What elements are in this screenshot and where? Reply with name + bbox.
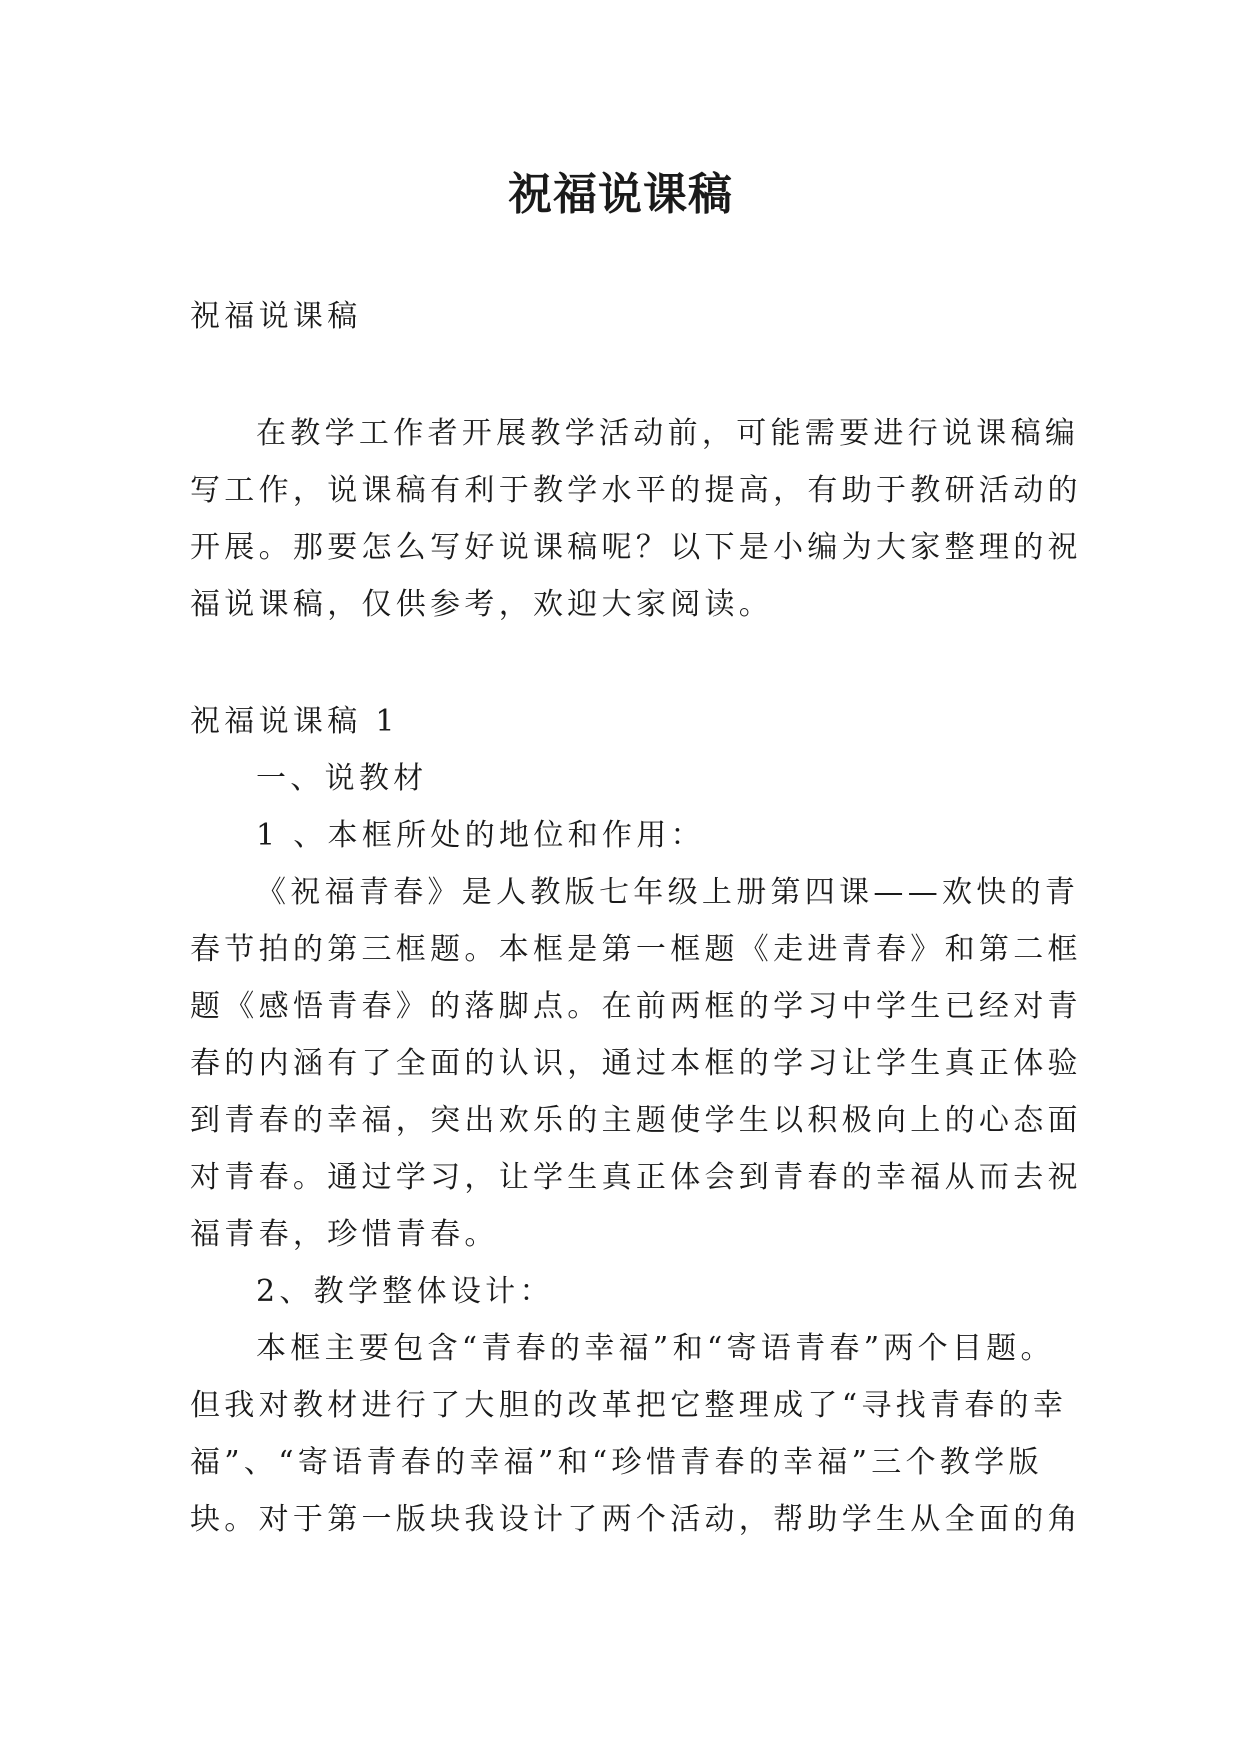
paragraph-line: 福”、“寄语青春的幸福”和“珍惜青春的幸福”三个教学版	[190, 1445, 1043, 1480]
paragraph-line: 对青春。通过学习，让学生真正体会到青春的幸福从而去祝	[190, 1160, 1082, 1195]
heading-teaching-material: 一、说教材	[256, 761, 428, 796]
paragraph-position-role	[190, 864, 1082, 1263]
document-body	[190, 288, 1082, 1548]
intro-line: 在教学工作者开展教学活动前，可能需要进行说课稿编	[256, 416, 1080, 451]
paragraph-line: 到青春的幸福，突出欢乐的主题使学生以积极向上的心态面	[190, 1103, 1082, 1138]
paragraph-line: 块。对于第一版块我设计了两个活动，帮助学生从全面的角	[190, 1502, 1082, 1537]
spacer	[190, 633, 1050, 693]
paragraph-line: 春的内涵有了全面的认识，通过本框的学习让学生真正体验	[190, 1046, 1082, 1081]
intro-line: 福说课稿，仅供参考，欢迎大家阅读。	[190, 587, 774, 622]
paragraph-line: 题《感悟青春》的落脚点。在前两框的学习中学生已经对青	[190, 989, 1082, 1024]
paragraph-line: 本框主要包含“青春的幸福”和“寄语青春”两个目题。	[256, 1331, 1055, 1366]
document-subtitle: 祝福说课稿	[190, 299, 362, 334]
paragraph-line: 春节拍的第三框题。本框是第一框题《走进青春》和第二框	[190, 932, 1082, 967]
paragraph-line: 《祝福青春》是人教版七年级上册第四课——欢快的青	[256, 875, 1080, 910]
subheading-position-role: 1 、本框所处的地位和作用：	[256, 818, 705, 853]
paragraph-overall-design	[190, 1320, 1082, 1548]
intro-line: 开展。那要怎么写好说课稿呢？以下是小编为大家整理的祝	[190, 530, 1082, 565]
subheading-overall-design: 2、教学整体设计：	[256, 1274, 554, 1309]
spacer	[190, 345, 1050, 405]
document-title: 祝福说课稿	[508, 169, 733, 220]
paragraph-line: 福青春，珍惜青春。	[190, 1217, 499, 1252]
intro-paragraph	[190, 405, 1082, 633]
section-title: 祝福说课稿 1	[190, 704, 399, 739]
intro-line: 写工作，说课稿有利于教学水平的提高，有助于教研活动的	[190, 473, 1082, 508]
paragraph-line: 但我对教材进行了大胆的改革把它整理成了“寻找青春的幸	[190, 1388, 1068, 1423]
